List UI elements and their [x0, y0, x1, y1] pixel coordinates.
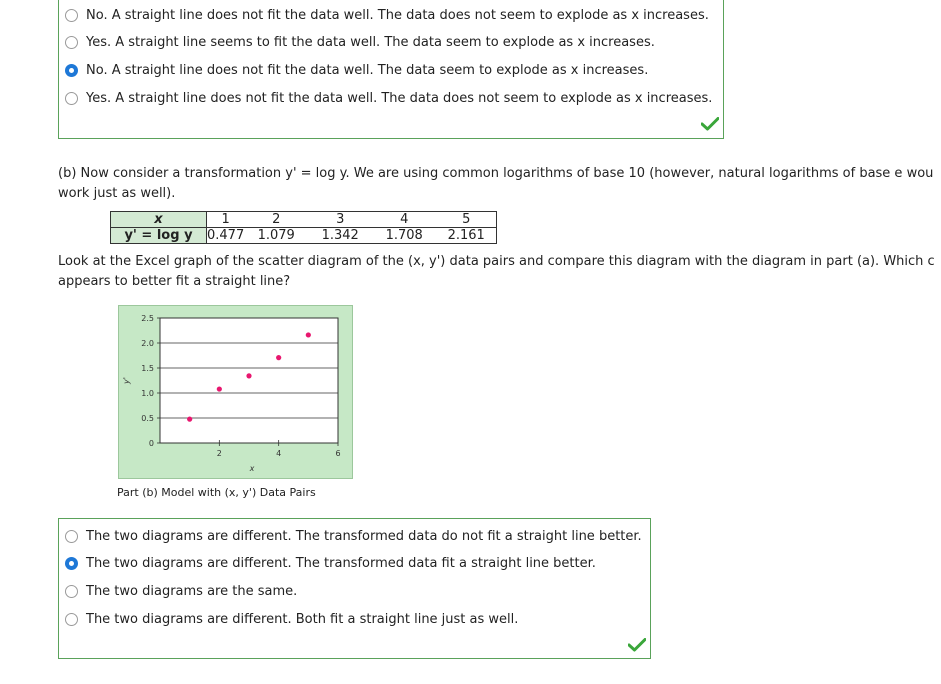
data-point: [217, 386, 222, 391]
y-axis-label: y': [122, 377, 131, 384]
part-a-option-2[interactable]: [65, 32, 655, 52]
table-cell: 1.708: [372, 228, 436, 244]
table-cell: 4: [372, 212, 436, 228]
radio-button-selected[interactable]: [65, 557, 78, 570]
y-tick-label: 2.0: [141, 339, 154, 348]
x-tick-label: 2: [216, 449, 222, 458]
data-point: [187, 417, 192, 422]
option-label: Yes. A straight line seems to fit the data well. The data seem to explode as x increases.: [86, 34, 655, 50]
option-label: The two diagrams are different. The transformed data do not fit a straight line better.: [86, 528, 642, 544]
chart-caption: Part (b) Model with (x, y') Data Pairs: [117, 486, 316, 499]
table-cell: 5: [436, 212, 497, 228]
y-tick-label: 1.0: [141, 389, 154, 398]
data-point: [306, 332, 311, 337]
part-b-option-1[interactable]: [65, 526, 642, 546]
option-label: The two diagrams are the same.: [86, 583, 298, 599]
radio-button[interactable]: [65, 613, 78, 626]
part-a-answer-box: [58, 0, 724, 139]
radio-button[interactable]: [65, 585, 78, 598]
y-tick-label: 0: [148, 439, 154, 448]
option-label: No. A straight line does not fit the data well. The data does not seem to explode as x increases.: [86, 7, 709, 23]
table-row-x: [111, 212, 497, 228]
checkmark-icon: [628, 638, 646, 652]
plot-area: [160, 318, 338, 443]
checkmark-icon: [701, 117, 719, 131]
part-a-option-3[interactable]: [65, 60, 648, 80]
part-b-option-4[interactable]: [65, 609, 518, 629]
y-tick-label: 0.5: [141, 414, 154, 423]
part-a-option-1[interactable]: [65, 5, 709, 25]
option-label: The two diagrams are different. Both fit a straight line just as well.: [86, 611, 519, 627]
data-point: [246, 373, 251, 378]
option-label: Yes. A straight line does not fit the data well. The data does not seem to explode as x increases.: [86, 90, 713, 106]
y-tick-label: 1.5: [141, 364, 154, 373]
row-header-y: y' = log y: [111, 228, 207, 244]
x-tick-label: 4: [276, 449, 282, 458]
part-b-answer-box: [58, 518, 651, 659]
table-cell: 2.161: [436, 228, 497, 244]
part-a-option-4[interactable]: [65, 88, 712, 108]
radio-button[interactable]: [65, 92, 78, 105]
table-row-y: [111, 228, 497, 244]
scatter-chart: [118, 305, 353, 479]
table-cell: 2: [244, 212, 308, 228]
table-cell: 1.079: [244, 228, 308, 244]
table-cell: 3: [308, 212, 372, 228]
radio-button-selected[interactable]: [65, 64, 78, 77]
part-b-intro-line-2: work just as well).: [58, 186, 176, 201]
part-b-option-2[interactable]: [65, 553, 596, 573]
part-b-question-line-1: Look at the Excel graph of the scatter diagram of the (x, y') data pairs and compare this diagram with the diagram in part (a). Which c: [58, 254, 935, 269]
table-cell: 0.477: [207, 228, 245, 243]
radio-button[interactable]: [65, 36, 78, 49]
option-label: No. A straight line does not fit the data well. The data seem to explode as x increases.: [86, 62, 649, 78]
radio-button[interactable]: [65, 530, 78, 543]
option-label: The two diagrams are different. The transformed data fit a straight line better.: [86, 555, 596, 571]
row-header-x: x: [111, 212, 207, 228]
radio-button[interactable]: [65, 9, 78, 22]
x-tick-label: 6: [335, 449, 341, 458]
table-cell: 1: [207, 212, 245, 228]
y-tick-label: 2.5: [141, 314, 154, 323]
table-cell: 1.342: [308, 228, 372, 244]
part-b-option-3[interactable]: [65, 581, 297, 601]
data-point: [276, 355, 281, 360]
part-b-question-line-2: appears to better fit a straight line?: [58, 274, 291, 289]
scatter-plot: [119, 306, 352, 478]
part-b-intro-line-1: (b) Now consider a transformation y' = log y. We are using common logarithms of base 10 (however, natural logarithms of base e wou: [58, 166, 934, 181]
data-table: [110, 211, 497, 244]
x-axis-label: x: [249, 464, 255, 473]
